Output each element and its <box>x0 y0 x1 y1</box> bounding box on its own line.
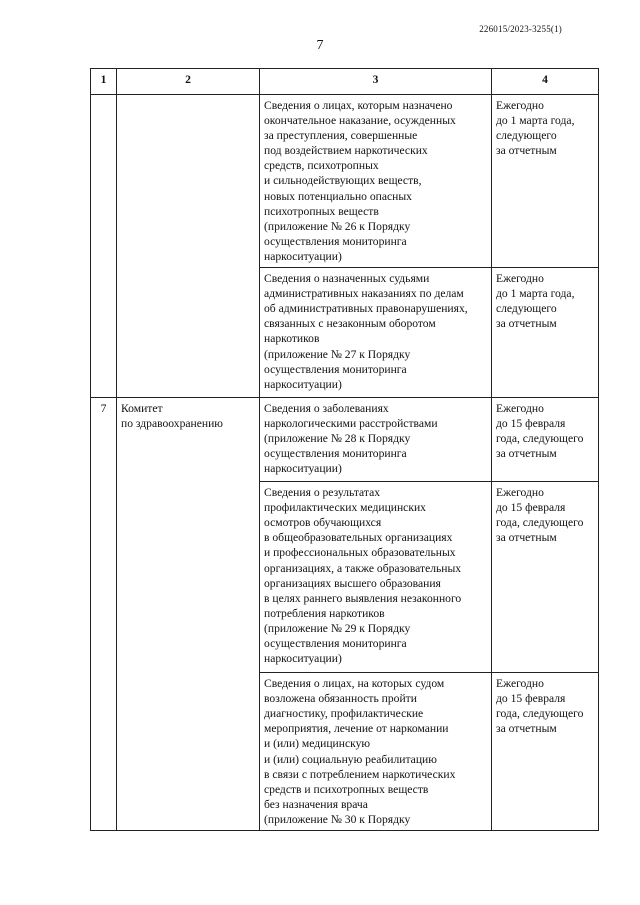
monitoring-table <box>90 68 599 831</box>
info-text: Сведения о лицах, которым назначено окончательное наказание, осужденных за преступления, совершенные под воздействием наркотических средств, психотропных и сильнодействующих веществ, новых потенциально опасных психотропных веществ (приложение № 26 к Порядку осуществления мониторинга наркоситуации) <box>264 99 456 263</box>
organization-cell <box>117 95 260 398</box>
deadline-cell <box>492 95 599 268</box>
column-header: 1 <box>91 69 117 95</box>
column-header: 4 <box>492 69 599 95</box>
info-cell <box>260 482 492 673</box>
deadline-cell <box>492 268 599 398</box>
organization-name: Комитет по здравоохранению <box>121 402 223 431</box>
deadline-text: Ежегодно до 1 марта года, следующего за отчетным <box>496 272 575 331</box>
document-id: 226015/2023-3255(1) <box>479 24 562 34</box>
deadline-cell <box>492 398 599 482</box>
row-number <box>91 95 117 398</box>
column-header: 2 <box>117 69 260 95</box>
info-text: Сведения о назначенных судьями административных наказаниях по делам об административных правонарушениях, связанных с незаконным оборотом наркотиков (приложение № 27 к Порядку осуществления мониторинга наркоситуации) <box>264 272 468 391</box>
organization-cell <box>117 398 260 831</box>
info-cell <box>260 95 492 268</box>
deadline-cell <box>492 673 599 831</box>
info-text: Сведения о результатах профилактических медицинских осмотров обучающихся в общеобразовательных организациях и профессиональных образовательных организациях, а также образовательных организациях высшего образования в целях раннего выявления незаконного потребления наркотиков (приложение № 29 к Порядку осуществления мониторинга наркоситуации) <box>264 486 462 666</box>
deadline-text: Ежегодно до 15 февраля года, следующего за отчетным <box>496 486 584 545</box>
info-text: Сведения о лицах, на которых судом возложена обязанность пройти диагностику, профилактические мероприятия, лечение от наркомании и (или) медицинскую и (или) социальную реабилитацию в связи с потреблением наркотических средств и психотропных веществ без назначения врача (приложение № 30 к Порядку <box>264 677 456 826</box>
header-row <box>91 69 599 95</box>
deadline-text: Ежегодно до 15 февраля года, следующего за отчетным <box>496 402 584 461</box>
page-number: 7 <box>316 38 324 53</box>
row-number: 7 <box>91 398 117 831</box>
table-row <box>91 398 599 482</box>
info-cell <box>260 268 492 398</box>
deadline-text: Ежегодно до 15 февраля года, следующего за отчетным <box>496 677 584 736</box>
table-row <box>91 95 599 268</box>
column-header: 3 <box>260 69 492 95</box>
deadline-cell <box>492 482 599 673</box>
info-cell <box>260 398 492 482</box>
info-text: Сведения о заболеваниях наркологическими расстройствами (приложение № 28 к Порядку осуществления мониторинга наркоситуации) <box>264 402 438 476</box>
deadline-text: Ежегодно до 1 марта года, следующего за отчетным <box>496 99 575 158</box>
info-cell <box>260 673 492 831</box>
